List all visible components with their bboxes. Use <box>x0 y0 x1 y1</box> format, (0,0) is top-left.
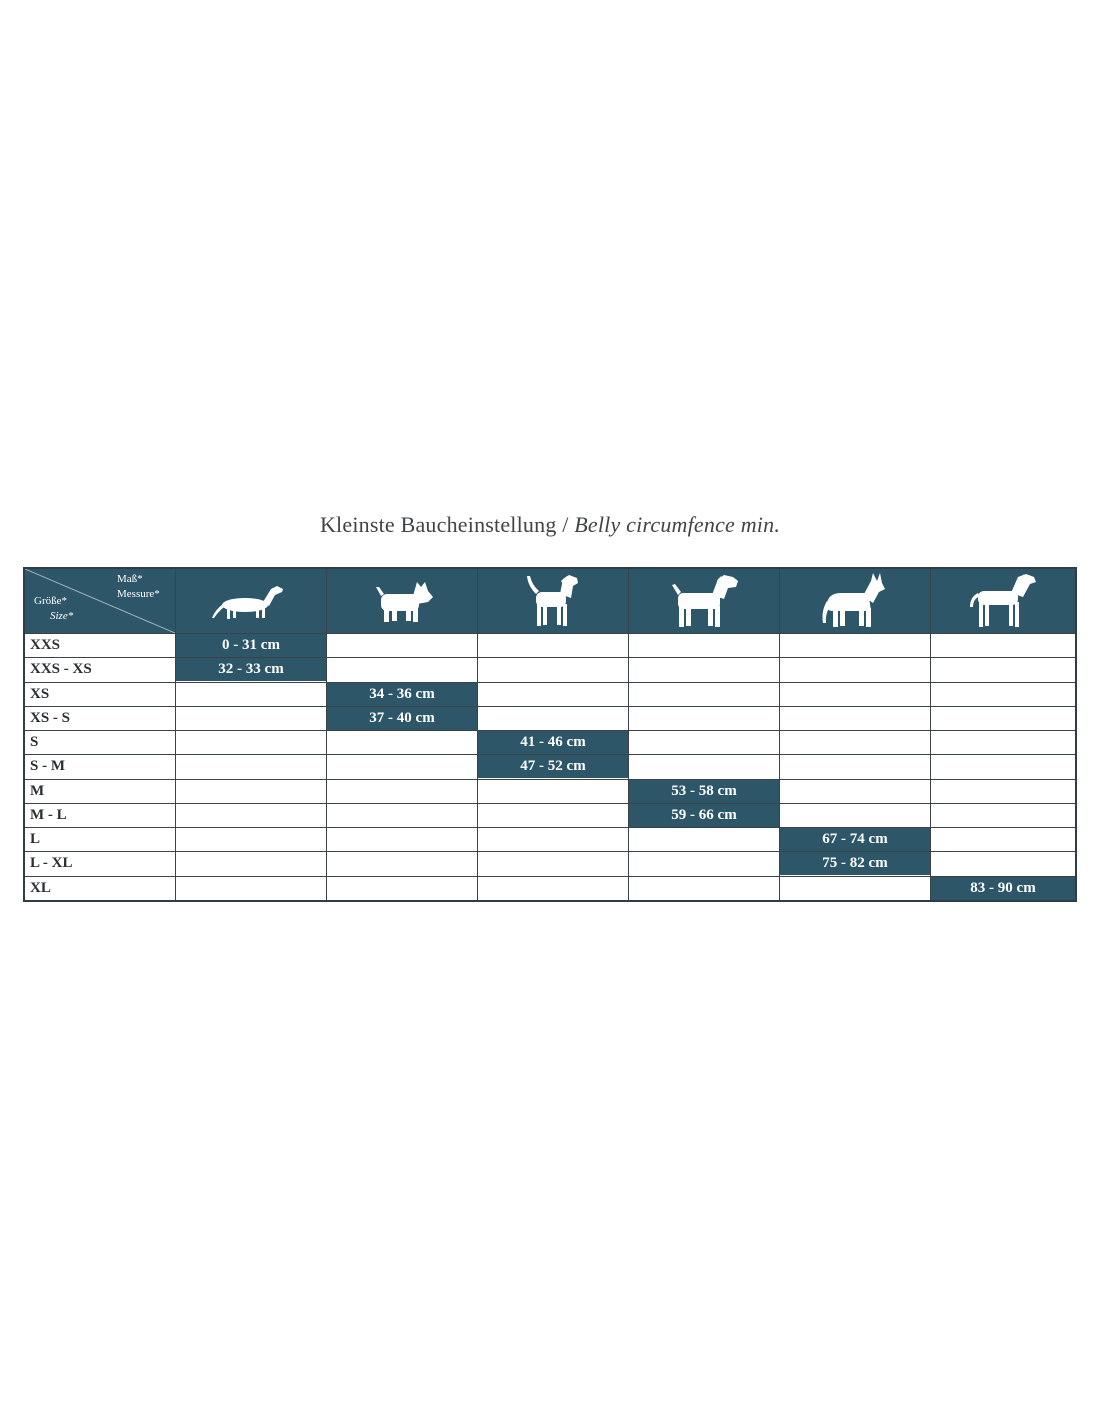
size-label: XS - S <box>30 709 71 726</box>
column-divider <box>930 569 931 900</box>
size-label: S - M <box>30 758 65 775</box>
title-german: Kleinste Baucheinstellung / <box>319 512 569 537</box>
size-label: XXS <box>30 637 61 653</box>
row-divider <box>25 779 1075 780</box>
size-label: S <box>30 734 39 751</box>
size-label: XXS - XS <box>30 661 92 678</box>
terrier-icon <box>326 569 477 633</box>
size-label: XL <box>30 879 51 896</box>
measure-label-de: Maß* <box>117 573 143 585</box>
dachshund-icon <box>175 569 326 633</box>
great-dane-icon <box>930 569 1075 633</box>
column-divider <box>175 569 176 900</box>
column-divider <box>326 569 327 900</box>
measurement-cell: 34 - 36 cm <box>327 683 477 706</box>
size-label: M - L <box>30 806 67 823</box>
size-label: XS <box>30 685 50 702</box>
column-divider <box>628 569 629 900</box>
size-label: L <box>30 831 41 848</box>
measurement-cell: 53 - 58 cm <box>629 780 779 803</box>
measurement-cell: 47 - 52 cm <box>478 755 628 778</box>
measurement-cell: 67 - 74 cm <box>780 828 930 851</box>
measurement-cell: 75 - 82 cm <box>780 852 930 875</box>
measure-label-en: Messure* <box>117 588 160 600</box>
size-label: L - XL <box>30 855 73 872</box>
size-label: M <box>30 782 45 799</box>
measurement-cell: 32 - 33 cm <box>176 658 326 681</box>
size-label-de: Größe* <box>34 595 67 607</box>
title-english: Belly circumfence min. <box>574 512 781 537</box>
table-header <box>25 569 1075 633</box>
measurement-cell: 83 - 90 cm <box>931 877 1075 900</box>
measurement-cell: 59 - 66 cm <box>629 804 779 827</box>
row-divider <box>25 803 1075 804</box>
shepherd-icon <box>779 569 930 633</box>
row-divider <box>25 876 1075 877</box>
schnauzer-icon <box>628 569 779 633</box>
measurement-cell: 37 - 40 cm <box>327 707 477 730</box>
measurement-cell: 0 - 31 cm <box>176 634 326 657</box>
size-label-en: Size* <box>50 610 74 622</box>
mixed-breed-icon <box>477 569 628 633</box>
row-divider <box>25 706 1075 707</box>
measurement-cell: 41 - 46 cm <box>478 731 628 754</box>
size-table <box>23 567 1077 902</box>
chart-title <box>0 512 1100 538</box>
row-divider <box>25 682 1075 683</box>
header-corner <box>25 569 175 633</box>
